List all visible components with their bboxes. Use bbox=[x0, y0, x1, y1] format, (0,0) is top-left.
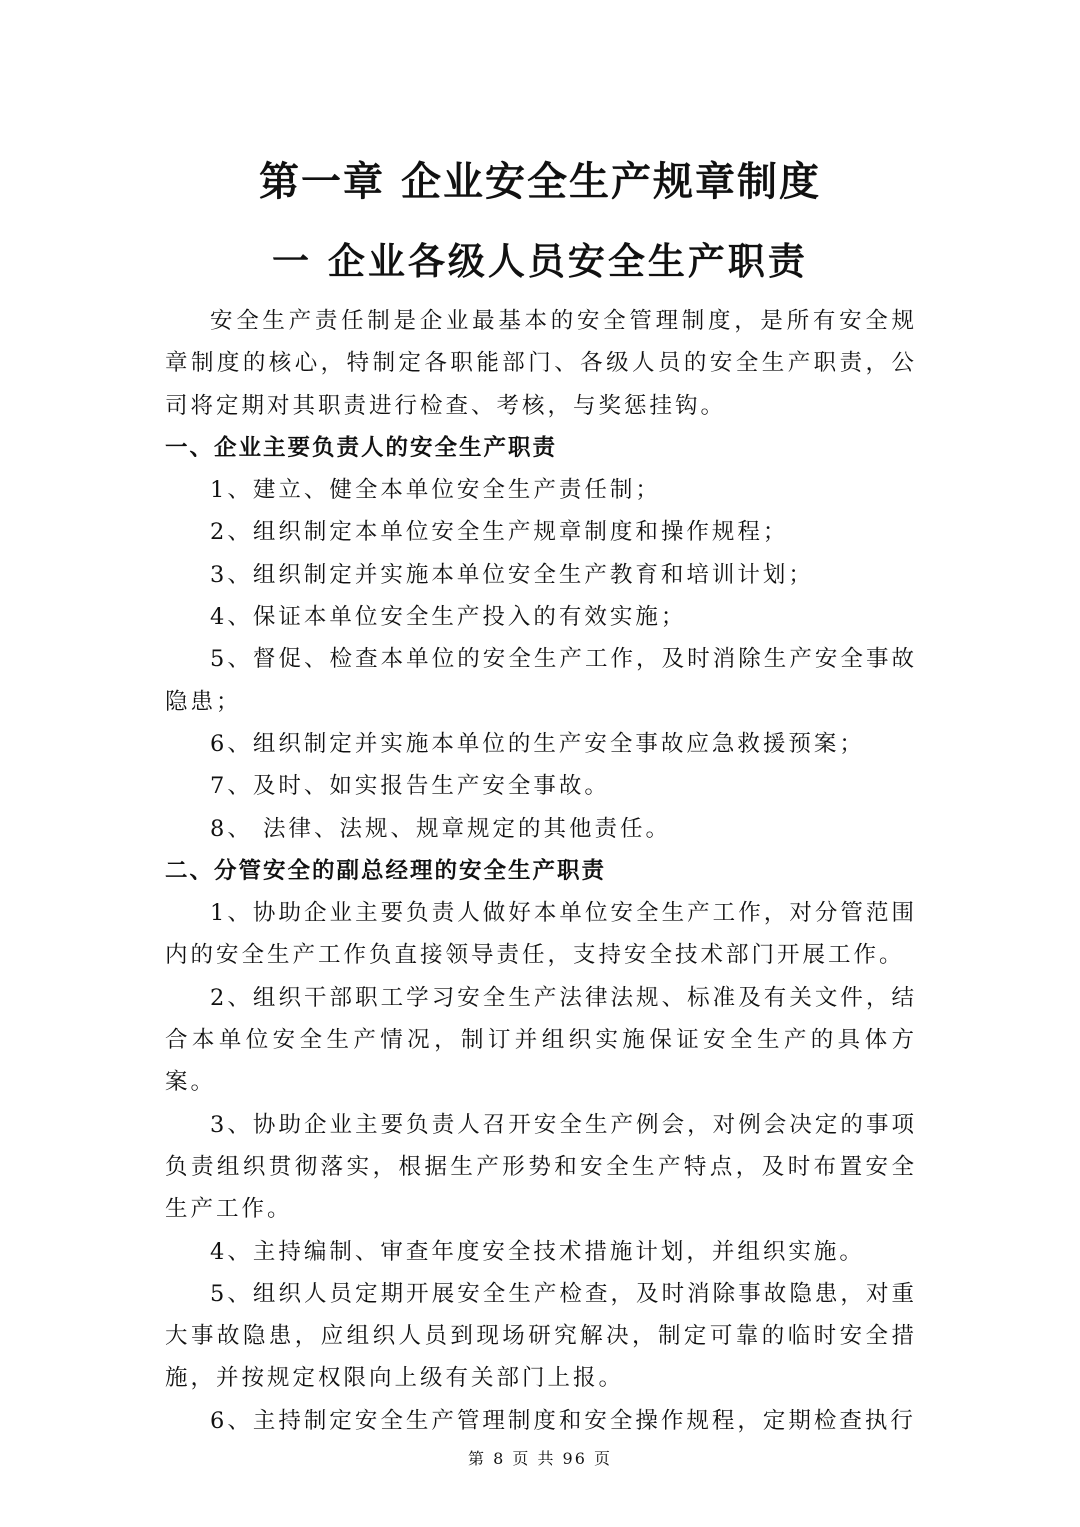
list-item: 2、组织制定本单位安全生产规章制度和操作规程； bbox=[210, 519, 789, 546]
chapter-title: 第一章 企业安全生产规章制度 bbox=[259, 159, 821, 205]
body-text bbox=[165, 300, 917, 1442]
list-item: 3、协助企业主要负责人召开安全生产例会，对例会决定的事项负责组织贯彻落实，根据生产形势和安全生产特点，及时布置安全生产工作。 bbox=[165, 1111, 917, 1223]
page-number-footer: 第 8 页 共 96 页 bbox=[468, 1449, 612, 1468]
list-item: 4、保证本单位安全生产投入的有效实施； bbox=[210, 604, 687, 631]
intro-paragraph: 安全生产责任制是企业最基本的安全管理制度，是所有安全规章制度的核心，特制定各职能部门、各级人员的安全生产职责，公司将定期对其职责进行检查、考核，与奖惩挂钩。 bbox=[165, 308, 917, 419]
section-heading: 一、企业主要负责人的安全生产职责 bbox=[165, 434, 558, 461]
list-item: 2、组织干部职工学习安全生产法律法规、标准及有关文件，结合本单位安全生产情况，制订并组织实施保证安全生产的具体方案。 bbox=[165, 984, 917, 1096]
list-item: 6、组织制定并实施本单位的生产安全事故应急救援预案； bbox=[210, 730, 865, 757]
list-item: 5、组织人员定期开展安全生产检查，及时消除事故隐患，对重大事故隐患，应组织人员到现场研究解决，制定可靠的临时安全措施，并按规定权限向上级有关部门上报。 bbox=[165, 1280, 917, 1392]
list-item: 1、协助企业主要负责人做好本单位安全生产工作，对分管范围内的安全生产工作负直接领导责任，支持安全技术部门开展工作。 bbox=[165, 900, 917, 969]
list-item: 1、建立、健全本单位安全生产责任制； bbox=[210, 477, 661, 504]
section-heading: 二、分管安全的副总经理的安全生产职责 bbox=[165, 857, 607, 884]
list-item: 7、及时、如实报告生产安全事故。 bbox=[210, 773, 610, 800]
list-item: 5、督促、检查本单位的安全生产工作，及时消除生产安全事故隐患； bbox=[165, 646, 917, 715]
list-item: 8、 法律、法规、规章规定的其他责任。 bbox=[210, 815, 671, 842]
list-item: 6、主持制定安全生产管理制度和安全操作规程，定期检查执行 bbox=[210, 1407, 916, 1434]
list-item: 3、组织制定并实施本单位安全生产教育和培训计划； bbox=[210, 561, 814, 588]
list-item: 4、主持编制、审查年度安全技术措施计划，并组织实施。 bbox=[210, 1238, 865, 1265]
section-title: 一 企业各级人员安全生产职责 bbox=[272, 240, 808, 283]
